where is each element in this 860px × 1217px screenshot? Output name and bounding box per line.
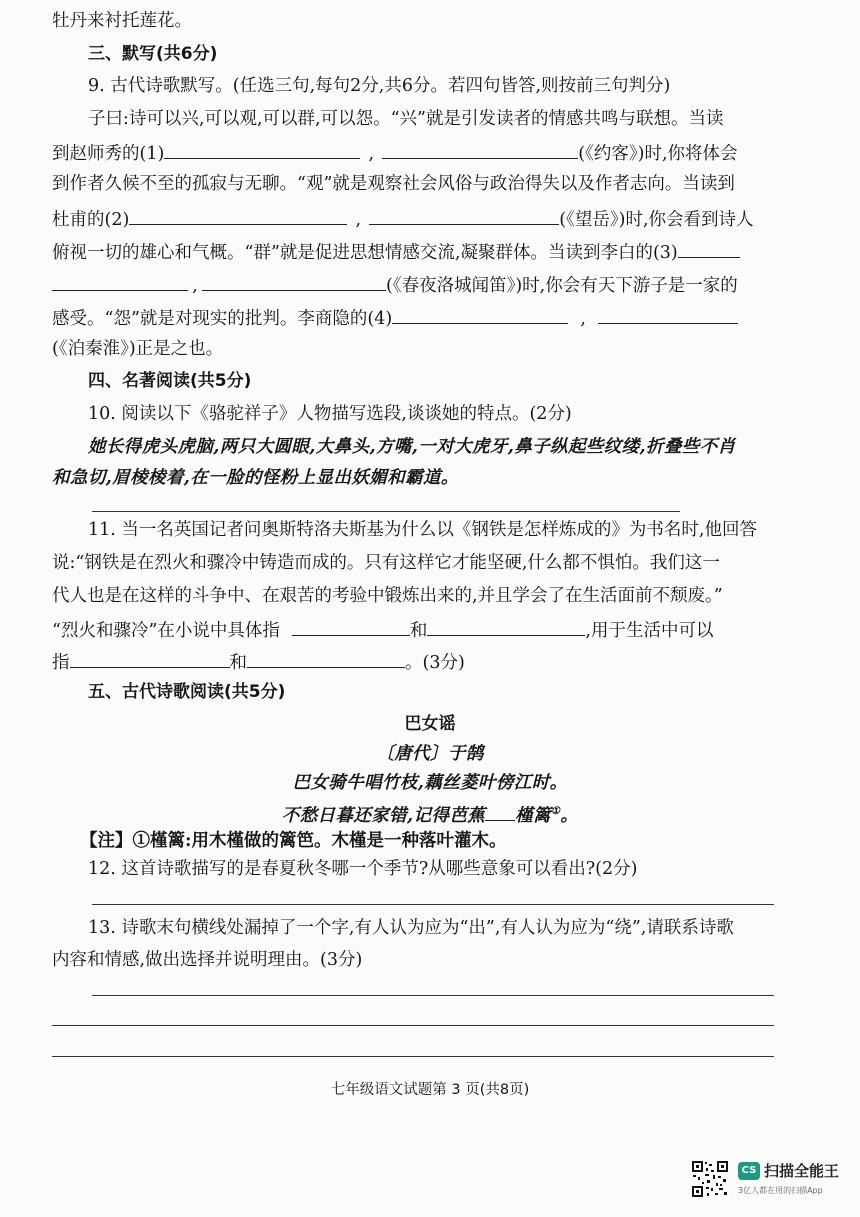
q11-line-5: [52, 649, 792, 674]
q9-label-3: 俯视一切的雄心和气概。“群”就是促进思想情感交流,凝聚群体。当读到李白的(3): [52, 243, 678, 263]
blank-11a[interactable]: [292, 617, 410, 636]
page-footer: 七年级语文试题第 3 页(共8页): [330, 1082, 530, 1098]
footnote-marker: ①: [550, 806, 561, 817]
scanner-watermark: [736, 1160, 856, 1200]
q9-source-3: (《春夜洛城闻笛》)时,你会有天下游子是一家的: [386, 276, 738, 296]
q12-answer-line[interactable]: [92, 904, 774, 905]
q13-answer-line-1[interactable]: [92, 995, 774, 996]
blank-11d[interactable]: [247, 649, 405, 668]
poem-note: [80, 830, 820, 852]
blank-1a[interactable]: [164, 140, 360, 159]
q12-stem: 12. 这首诗歌描写的是春夏秋冬哪一个季节?从哪些意象可以看出?(2分): [88, 859, 638, 879]
q10-excerpt-1: 她长得虎头虎脑,两只大圆眼,大鼻头,方嘴,一对大虎牙,鼻子纵起些纹缕,折叠些不肖: [88, 437, 736, 457]
q9-stem: 9. 古代诗歌默写。(任选三句,每句2分,共6分。若四句皆答,则按前三句判分): [88, 76, 671, 96]
q9-line-7: [52, 305, 792, 330]
poem-blank[interactable]: [485, 802, 515, 821]
poem-line-1: 巴女骑牛唱竹枝,藕丝菱叶傍江时。: [292, 773, 568, 793]
q11-text-d: 指: [52, 653, 70, 673]
q11-line-4: [52, 617, 792, 642]
q9-label-4: 感受。“怨”就是对现实的批判。李商隐的(4): [52, 309, 393, 329]
blank-1b[interactable]: [382, 140, 578, 159]
q11-line-3: 代人也是在这样的斗争中、在艰苦的考验中锻炼出来的,并且学会了在生活面前不颓废。”: [52, 586, 723, 606]
poem-author: 〔唐代〕于鹄: [376, 744, 484, 764]
section3-title: 三、默写(共6分): [88, 44, 218, 64]
watermark-sub: 3亿人都在用的扫描App: [738, 1186, 823, 1195]
poem-line-2: [52, 801, 808, 827]
qr-code-icon: [691, 1160, 729, 1198]
blank-11b[interactable]: [427, 617, 585, 636]
blank-3a[interactable]: [52, 272, 188, 291]
q10-stem: 10. 阅读以下《骆驼祥子》人物描写选段,谈谈她的特点。(2分): [88, 404, 572, 424]
q9-source-2: (《望岳》)时,你会看到诗人: [559, 210, 754, 230]
q11-line-1: 11. 当一名英国记者问奥斯特洛夫斯基为什么以《钢铁是怎样炼成的》为书名时,他回答: [88, 520, 757, 540]
intro-tail: 牡丹来衬托莲花。: [52, 11, 192, 31]
camscanner-logo: CS: [738, 1162, 760, 1180]
q13-answer-line-3[interactable]: [52, 1056, 774, 1057]
section5-title: 五、古代诗歌阅读(共5分): [88, 682, 286, 702]
section4-title: 四、名著阅读(共5分): [88, 371, 252, 391]
q9-line-5: [52, 239, 792, 264]
q9-line-6: [52, 272, 792, 297]
q9-source-1: (《约客》)时,你将体会: [578, 144, 738, 164]
q9-line-3: 到作者久候不至的孤寂与无聊。“观”就是观察社会风俗与政治得失以及作者志向。当读到: [52, 174, 735, 194]
comma: ,: [192, 276, 198, 296]
poem-line-2b: 槿篱: [515, 805, 551, 826]
q11-text-f: 。(3分): [405, 653, 465, 673]
comma: ,: [368, 144, 375, 164]
q11-text-b: 和: [409, 621, 428, 641]
q9-line-2: [52, 140, 792, 165]
q11-line-2: 说:“钢铁是在烈火和骤冷中铸造而成的。只有这样它才能坚硬,什么都不惧怕。我们这一: [52, 553, 720, 573]
q11-text-c: ,用于生活中可以: [585, 621, 714, 641]
blank-2b[interactable]: [369, 206, 559, 225]
q11-text-e: 和: [229, 653, 247, 673]
comma: ,: [355, 210, 362, 230]
blank-3b[interactable]: [202, 272, 386, 291]
blank-4a[interactable]: [392, 305, 568, 324]
q13-answer-line-2[interactable]: [52, 1025, 774, 1026]
note-text: 【注】①槿篱:用木槿做的篱笆。木槿是一种落叶灌木。: [80, 831, 507, 851]
watermark-name: 扫描全能王: [764, 1162, 840, 1180]
poem-line-2c: 。: [560, 805, 579, 826]
q10-answer-line[interactable]: [92, 511, 680, 512]
q9-label-2: 杜甫的(2): [52, 210, 130, 230]
blank-3a-start[interactable]: [678, 239, 740, 258]
poem-title: 巴女谣: [404, 714, 456, 734]
q9-line-8: (《泊秦淮》)正是之也。: [52, 339, 224, 359]
q9-line-4: [52, 206, 792, 231]
q9-para-1: 子曰:诗可以兴,可以观,可以群,可以怨。“兴”就是引发读者的情感共鸣与联想。当读: [88, 109, 724, 129]
q13-line-1: 13. 诗歌末句横线处漏掉了一个字,有人认为应为“出”,有人认为应为“绕”,请联系诗歌: [88, 918, 734, 938]
blank-11c[interactable]: [70, 649, 230, 668]
q13-line-2: 内容和情感,做出选择并说明理由。(3分): [52, 950, 363, 970]
poem-line-2a: 不愁日暮还家错,记得芭蕉: [281, 805, 486, 826]
q9-label-1: 到赵师秀的(1): [52, 144, 165, 164]
q11-text-a: “烈火和骤冷”在小说中具体指: [52, 621, 280, 641]
comma: ,: [580, 309, 586, 329]
blank-4b[interactable]: [598, 305, 738, 324]
blank-2a[interactable]: [129, 206, 347, 225]
q10-excerpt-2: 和急切,眉棱棱着,在一脸的怪粉上显出妖媚和霸道。: [52, 468, 459, 488]
